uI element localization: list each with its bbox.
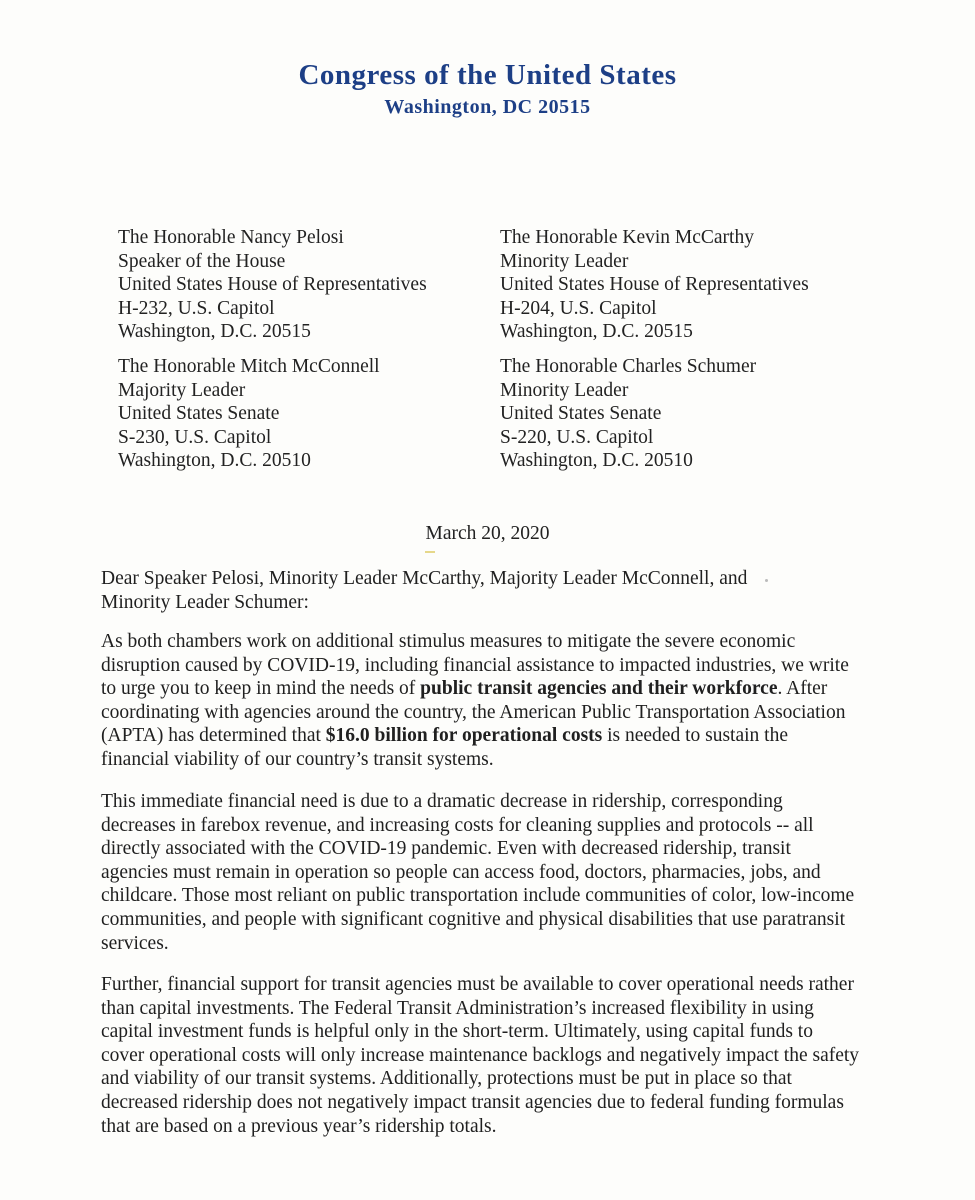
paragraph-line: This immediate financial need is due to a dramatic decrease in ridership, corresponding	[101, 791, 783, 812]
text-span: . After	[777, 678, 828, 700]
addressee-line: Majority Leader	[118, 379, 246, 401]
addressee-line: Washington, D.C. 20515	[500, 321, 693, 343]
addressee-pelosi	[118, 226, 427, 344]
paragraph-line: agencies must remain in operation so people can access food, doctors, pharmacies, jobs, and	[101, 861, 821, 883]
letter-date: March 20, 2020	[425, 523, 550, 544]
highlight-mark	[425, 551, 435, 553]
paragraph-line: disruption caused by COVID-19, including financial assistance to impacted industries, we write	[101, 654, 849, 676]
emphasis-funding-amount: $16.0 billion for operational costs	[325, 725, 603, 747]
paragraph-line: that are based on a previous year’s ridership totals.	[101, 1115, 497, 1137]
paragraph-line: financial viability of our country’s transit systems.	[101, 748, 494, 770]
paragraph-line: As both chambers work on additional stimulus measures to mitigate the severe economic	[101, 631, 796, 652]
addressee-schumer	[500, 355, 756, 473]
addressee-line: The Honorable Kevin McCarthy	[500, 227, 754, 248]
addressee-line: H-232, U.S. Capitol	[118, 297, 275, 319]
addressee-line: The Honorable Mitch McConnell	[118, 356, 380, 377]
text-span: (APTA) has determined that	[101, 725, 326, 747]
emphasis-transit-agencies: public transit agencies and their workforce	[420, 678, 778, 700]
paragraph-line: and viability of our transit systems. Additionally, protections must be put in place so that	[101, 1068, 792, 1090]
addressee-line: Speaker of the House	[118, 250, 286, 272]
addressee-line: United States Senate	[500, 403, 662, 425]
paragraph-line: cover operational costs will only increase maintenance backlogs and negatively impact the safety	[101, 1044, 860, 1066]
paragraph-line	[101, 724, 901, 748]
addressee-mccarthy	[500, 226, 809, 344]
letterhead-title: Congress of the United States	[298, 59, 677, 91]
addressee-line: The Honorable Nancy Pelosi	[118, 227, 344, 248]
paragraph-line	[101, 677, 901, 701]
paragraph-line: Further, financial support for transit agencies must be available to cover operational needs rather	[101, 974, 854, 995]
text-span: to urge you to keep in mind the needs of	[101, 678, 421, 700]
letterhead	[0, 58, 975, 120]
salutation-line: Minority Leader Schumer:	[101, 591, 309, 613]
text-span: is needed to sustain the	[602, 725, 788, 747]
paragraph-line: decreased ridership does not negatively impact transit agencies due to federal funding formulas	[101, 1091, 844, 1113]
paragraph-1	[101, 630, 901, 772]
paragraph-line: directly associated with the COVID-19 pandemic. Even with decreased ridership, transit	[101, 838, 791, 860]
addressee-line: Washington, D.C. 20510	[500, 450, 693, 472]
salutation	[101, 567, 901, 614]
addressee-line: S-230, U.S. Capitol	[118, 426, 272, 448]
scan-speck	[765, 579, 768, 582]
paragraph-line: communities, and people with significant cognitive and physical disabilities that use paratransit	[101, 908, 846, 930]
addressee-line: H-204, U.S. Capitol	[500, 297, 657, 319]
addressee-line: United States House of Representatives	[118, 274, 427, 296]
paragraph-line: services.	[101, 932, 169, 954]
paragraph-line: capital investment funds is helpful only in the short-term. Ultimately, using capital funds to	[101, 1021, 813, 1043]
paragraph-line: decreases in farebox revenue, and increasing costs for cleaning supplies and protocols -- all	[101, 814, 814, 836]
paragraph-2	[101, 790, 901, 955]
letterhead-city: Washington, DC 20515	[384, 96, 591, 118]
addressee-line: United States House of Representatives	[500, 274, 809, 296]
paragraph-line: than capital investments. The Federal Transit Administration’s increased flexibility in using	[101, 997, 814, 1019]
addressee-line: S-220, U.S. Capitol	[500, 426, 654, 448]
salutation-line: Dear Speaker Pelosi, Minority Leader McCarthy, Majority Leader McConnell, and	[101, 568, 748, 589]
paragraph-line: coordinating with agencies around the country, the American Public Transportation Association	[101, 701, 846, 723]
addressee-line: Minority Leader	[500, 379, 629, 401]
addressee-line: The Honorable Charles Schumer	[500, 356, 757, 377]
addressee-line: Washington, D.C. 20510	[118, 450, 311, 472]
paragraph-3	[101, 973, 901, 1138]
addressee-mcconnell	[118, 355, 380, 473]
paragraph-line: childcare. Those most reliant on public transportation include communities of color, low-income	[101, 885, 855, 907]
addressee-line: United States Senate	[118, 403, 280, 425]
addressee-line: Washington, D.C. 20515	[118, 321, 311, 343]
addressee-line: Minority Leader	[500, 250, 629, 272]
